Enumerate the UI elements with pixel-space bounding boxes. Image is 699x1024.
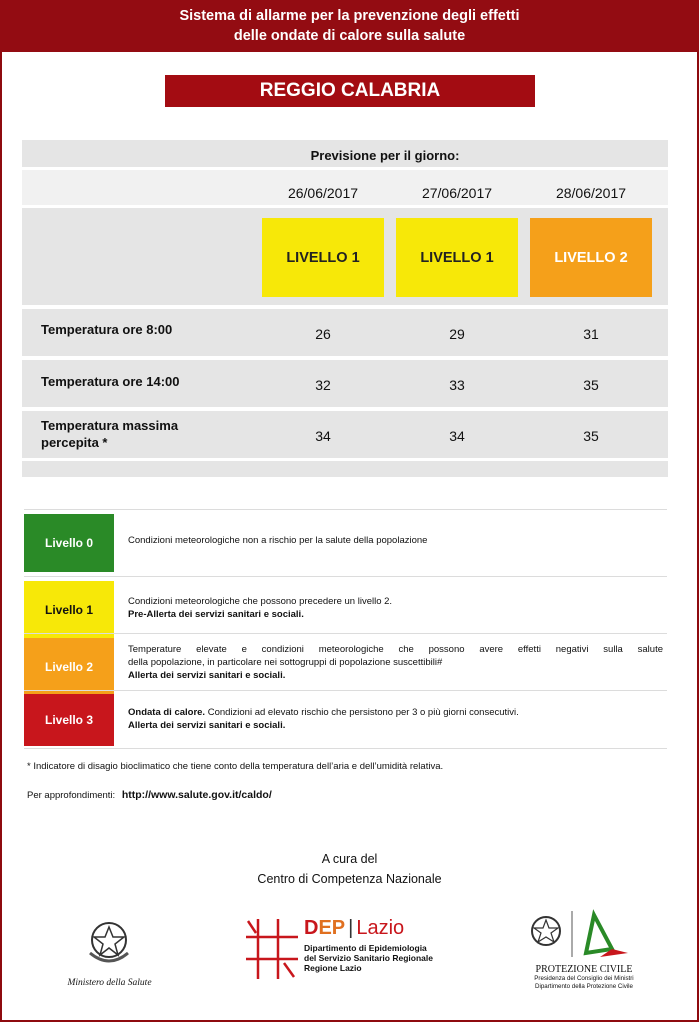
dep-caption-line3: Regione Lazio [304,963,362,973]
dep-caption [304,943,433,973]
level-badge-day-2: LIVELLO 1 [396,218,518,297]
forecast-label: Previsione per il giorno: [310,148,460,163]
credit-line1: A cura del [321,852,378,866]
table-footer-row [22,461,668,477]
header-banner [0,0,699,52]
legend-row-3 [24,690,667,749]
level-badge-day-3: LIVELLO 2 [530,218,652,297]
temp-8-day-1: 26 [315,326,331,342]
legend-desc-level-3: Condizioni ad elevato rischio che persistono per 3 o più giorni consecutivi. [205,707,519,718]
temp-14-day-2: 33 [449,377,465,393]
more-info [27,789,272,801]
legend-alert-level-1: Pre-Allerta dei servizi sanitari e sociali. [128,609,304,620]
dep-wordmark: DEP | Lazio [304,917,405,939]
protezione-civile-emblem-icon [528,909,640,961]
legend-swatch-level-2: Livello 2 [24,638,114,696]
temp-8-label: Temperatura ore 8:00 [41,322,173,337]
dep-letter-d: D [304,917,319,939]
temp-max-day-3: 35 [583,428,599,444]
legend-desc-level-1: Condizioni meteorologiche che possono precedere un livello 2. [128,596,393,607]
protezione-civile-logo [528,909,640,989]
pc-caption-line1: Presidenza del Consiglio dei Ministri [534,975,634,982]
temp-8-day-2: 29 [449,326,465,342]
ministero-salute-logo [62,913,157,988]
pc-caption [528,975,640,991]
level-badge-day-1: LIVELLO 1 [262,218,384,297]
legend-text-level-2 [128,643,663,682]
date-day-2: 27/06/2017 [421,185,493,201]
header-title-line2: delle ondate di calore sulla salute [233,28,466,44]
legend-swatch-level-3: Livello 3 [24,694,114,746]
legend-row-0 [24,509,667,568]
temp-max-label-line1: Temperatura massima [41,418,179,433]
temp-14-label: Temperatura ore 14:00 [41,374,180,389]
legend-lead-level-3: Ondata di calore. [128,707,206,718]
legend-swatch-level-1: Livello 1 [24,581,114,639]
temp-14-day-1: 32 [315,377,331,393]
dep-lazio-logo [244,917,444,983]
dep-letters-ep: EP [318,917,346,939]
city-title: REGGIO CALABRIA [165,75,535,107]
pc-title: PROTEZIONE CIVILE [535,964,633,975]
header-title-line1: Sistema di allarme per la prevenzione degli effetti [179,8,520,24]
legend-desc-level-2-line2: della popolazione, in particolare nei sottogruppi di popolazione suscettibili# [128,657,443,668]
more-info-label: Per approfondimenti: [27,790,116,801]
pc-caption-line2: Dipartimento della Protezione Civile [534,983,633,990]
dep-grid-icon [244,917,300,981]
credit-line2: Centro di Competenza Nazionale [257,872,442,886]
legend-text-level-1 [128,595,392,621]
footnote: * Indicatore di disagio bioclimatico che tiene conto della temperatura dell’aria e dell’umidità relativa. [27,761,444,772]
legend-text-level-3 [128,706,519,732]
legend-swatch-level-0: Livello 0 [24,514,114,572]
legend-desc-level-2-line1: Temperature elevate e condizioni meteorologiche che possono avere effetti negativi sulla salute [128,644,663,655]
legend-alert-level-3: Allerta dei servizi sanitari e sociali. [128,720,286,731]
dep-caption-line2: del Servizio Sanitario Regionale [304,953,433,963]
dep-lazio: Lazio [356,917,405,939]
date-day-3: 28/06/2017 [555,185,627,201]
legend-alert-level-2: Allerta dei servizi sanitari e sociali. [128,670,286,681]
dep-caption-line1: Dipartimento di Epidemiologia [304,943,427,953]
legend-row-2 [24,633,667,692]
temp-max-day-1: 34 [315,428,331,444]
italian-emblem-icon [62,913,157,973]
temp-8-day-3: 31 [583,326,599,342]
date-day-1: 26/06/2017 [287,185,359,201]
temp-14-day-3: 35 [583,377,599,393]
legend-row-1 [24,576,667,635]
temp-max-day-2: 34 [449,428,465,444]
legend-text-level-0: Condizioni meteorologiche non a rischio per la salute della popolazione [128,535,428,546]
temp-max-label [41,417,178,451]
temp-max-label-line2: percepita * [41,435,108,450]
ministero-label: Ministero della Salute [67,978,152,988]
more-info-link[interactable]: http://www.salute.gov.it/caldo/ [121,789,272,801]
